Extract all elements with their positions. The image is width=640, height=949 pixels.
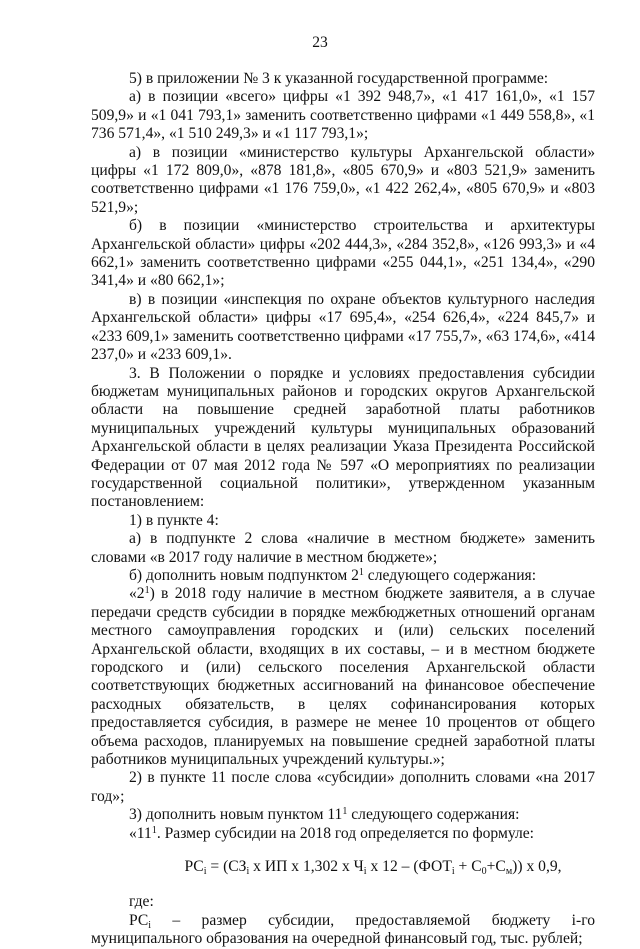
superscript: 1 xyxy=(342,806,348,818)
formula-subscript: i xyxy=(246,866,250,878)
text-run: следующего содержания: xyxy=(347,806,520,824)
formula-subscript: м xyxy=(505,866,513,878)
formula xyxy=(91,858,595,876)
formula-subscript: i xyxy=(451,866,455,878)
text-run: «11 xyxy=(129,824,152,842)
formula-part: = (СЗ xyxy=(206,858,247,876)
paragraph-subpoint-b xyxy=(91,567,595,585)
paragraph-sub-v-heritage: в) в позиции «инспекция по охране объектов культурного наследия Архангельской области» цифры «17 695,4», «254 626,4», «224 845,7» и «233 609,1» заменить соответственно цифрами «17 755,7», «63 174,6», «414 237,0» и «233 609,1». xyxy=(91,290,595,364)
paragraph-subpoint-a: а) в подпункте 2 слова «наличие в местном бюджете» заменить словами «в 2017 году наличие в местном бюджете»; xyxy=(91,530,595,566)
paragraph-sub-a-culture: а) в позиции «министерство культуры Архангельской области» цифры «1 172 809,0», «878 181,8», «805 670,9» и «803 521,9» заменить соответственно цифрами «1 176 759,0», «1 422 262,4», «805 670,9» и «803 521,9»; xyxy=(91,143,595,216)
formula-part: + С xyxy=(454,858,482,876)
superscript: 1 xyxy=(358,566,364,578)
text-run: ) в 2018 году наличие в местном бюджете заявителя, а в случае передачи средств субсидии в порядке межбюджетных отношений органам местного самоуправления городских и (или) сельских поселений Архангельской области, входящих в их составы, – и в местном бюджете городского и (или) сельского поселения Архангельской области соответствующих бюджетных ассигнований на финансовое обеспечение расходных обязательств, в целях софинансирования которых предоставляется субсидия, в размере не менее 10 процентов от общего объема расходов, планируемых на повышение средней заработной платы работников муниципальных учреждений культуры.»; xyxy=(91,585,595,769)
text-run: . Размер субсидии на 2018 год определяется по формуле: xyxy=(156,824,534,842)
formula-subscript: i xyxy=(148,919,152,931)
text-run: «2 xyxy=(129,585,145,603)
paragraph-sub-b-construction: б) в позиции «министерство строительства и архитектуры Архангельской области» цифры «202 444,3», «284 352,8», «126 993,3» и «4 662,1» заменить соответственно цифрами «255 044,1», «251 134,4», «290 341,4» и «80 662,1»; xyxy=(91,217,595,290)
formula-part: х ИП х 1,302 х Ч xyxy=(249,858,364,876)
formula-part: х 12 – (ФОТ xyxy=(366,858,452,876)
text-run: 3) дополнить новым пунктом 11 xyxy=(129,806,343,824)
paragraph-sub-a-total: а) в позиции «всего» цифры «1 392 948,7», «1 417 161,0», «1 157 509,9» и «1 041 793,1» заменить соответственно цифрами «1 449 558,8», «1 736 571,4», «1 510 249,3» и «1 117 793,1»; xyxy=(91,88,595,143)
paragraph-add-point xyxy=(91,806,595,824)
definition-text: – размер субсидии, предоставляемой бюджету i-го муниципального образования на очередной финансовый год, тыс. рублей; xyxy=(91,911,595,948)
definition-symbol: РС xyxy=(129,911,149,929)
formula-part: +С xyxy=(486,858,506,876)
paragraph-point-11: 2) в пункте 11 после слова «субсидии» дополнить словами «на 2017 год»; xyxy=(91,769,595,805)
paragraph-where: где: xyxy=(129,893,154,911)
formula-subscript: i xyxy=(363,866,367,878)
formula-subscript: 0 xyxy=(481,866,487,878)
text-run: следующего содержания: xyxy=(363,566,537,584)
formula-part: РС xyxy=(184,858,204,876)
text-run: б) дополнить новым подпунктом 2 xyxy=(129,566,359,584)
paragraph-definition xyxy=(91,912,595,949)
paragraph-item-3-regulation: 3. В Положении о порядке и условиях предоставления субсидии бюджетам муниципальных районов и городских округов Архангельской области на повышение средней заработной платы работников муниципальных учреждений культуры муниципальных образований Архангельской области в целях реализации Указа Президента Российской Федерации от 07 мая 2012 года № 597 «О мероприятиях по реализации государственной социальной политики», утвержденном указанным постановлением: xyxy=(91,364,595,511)
paragraph-new-point-text xyxy=(91,825,595,843)
paragraph-item-5: 5) в приложении № 3 к указанной государственной программе: xyxy=(129,70,549,87)
paragraph-point-4: 1) в пункте 4: xyxy=(129,511,219,529)
page-number: 23 xyxy=(312,34,328,51)
superscript: 1 xyxy=(144,585,150,597)
formula-part: )) х 0,9, xyxy=(512,858,562,876)
formula-subscript: i xyxy=(203,866,207,878)
paragraph-new-subpoint-text xyxy=(91,585,595,769)
document-body xyxy=(91,70,595,949)
superscript: 1 xyxy=(151,824,157,836)
